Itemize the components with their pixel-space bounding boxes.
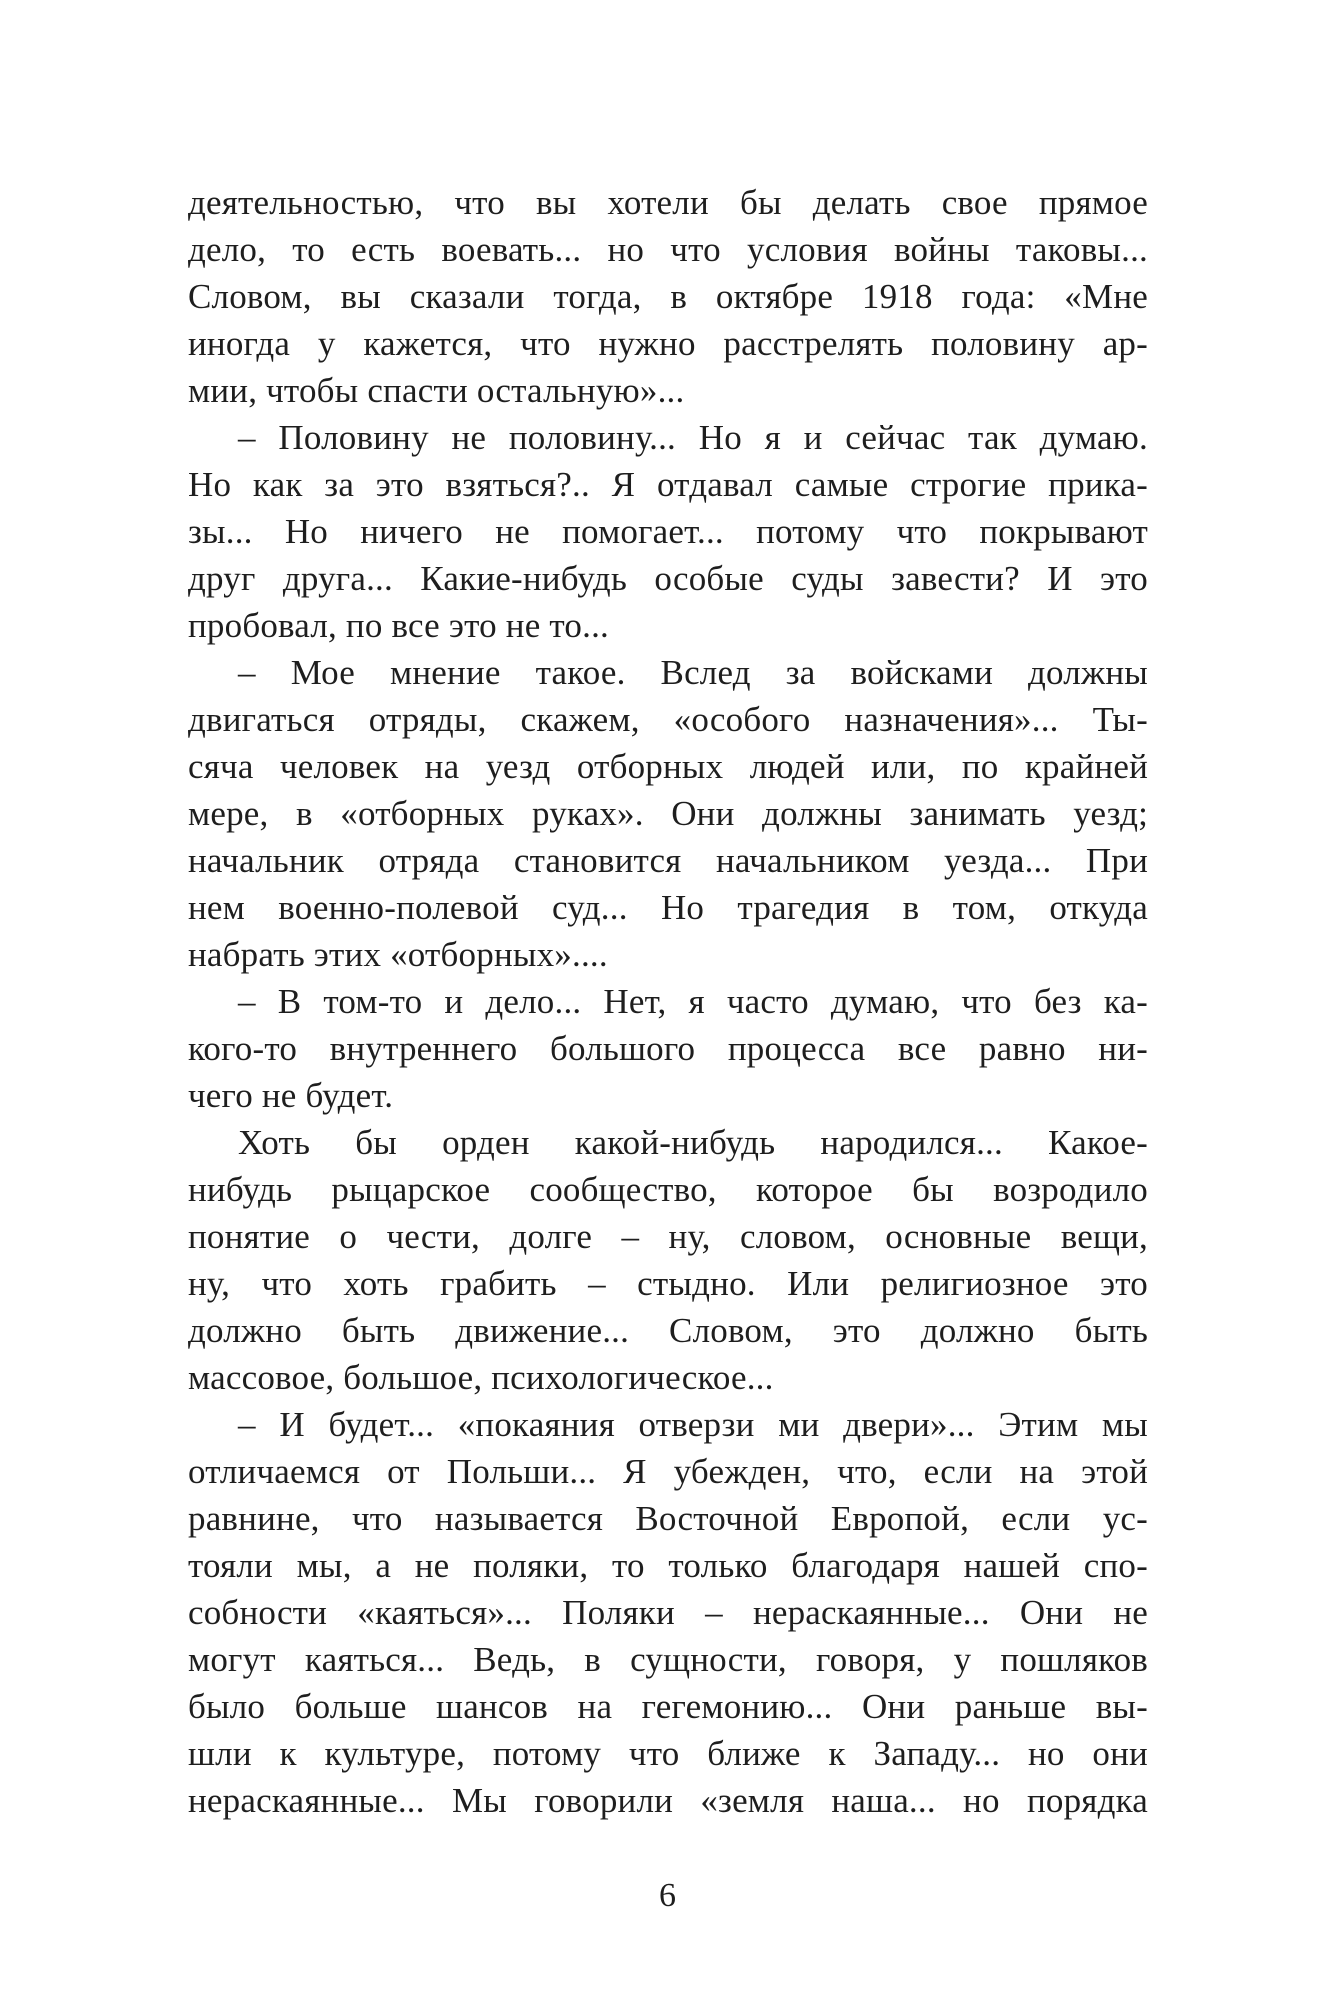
text-line: отличаемся от Польши... Я убежден, что, если на этой	[188, 1452, 1148, 1491]
text-line: нем военно-полевой суд... Но трагедия в том, откуда	[188, 888, 1148, 927]
page-number: 6	[659, 1877, 676, 1914]
text-line: чего не будет.	[188, 1076, 394, 1115]
text-line: набрать этих «отборных»....	[188, 935, 608, 974]
text-line: шли к культуре, потому что ближе к Западу... но они	[188, 1734, 1148, 1773]
text-line: – Половину не половину... Но я и сейчас так думаю.	[238, 418, 1148, 457]
text-line: могут каяться... Ведь, в сущности, говоря, у пошляков	[188, 1640, 1148, 1679]
text-line: Словом, вы сказали тогда, в октябре 1918 года: «Мне	[188, 277, 1148, 316]
paragraph	[188, 1401, 1148, 1824]
text-line: – Мое мнение такое. Вслед за войсками должны	[238, 653, 1148, 692]
text-line: деятельностью, что вы хотели бы делать свое прямое	[188, 183, 1148, 222]
body-text	[188, 179, 1148, 1824]
text-line: иногда у кажется, что нужно расстрелять половину ар-	[188, 324, 1148, 363]
text-line: зы... Но ничего не помогает... потому что покрывают	[188, 512, 1148, 551]
text-line: было больше шансов на гегемонию... Они раньше вы-	[188, 1687, 1148, 1726]
text-line: собности «каяться»... Поляки – нераскаянные... Они не	[188, 1593, 1148, 1632]
paragraph	[188, 179, 1148, 414]
text-line: сяча человек на уезд отборных людей или, по крайней	[188, 747, 1148, 786]
text-line: Хоть бы орден какой-нибудь народился... Какое-	[238, 1123, 1148, 1162]
text-line: ну, что хоть грабить – стыдно. Или религиозное это	[188, 1264, 1148, 1303]
text-line: пробовал, по все это не то...	[188, 606, 609, 645]
text-line: – В том-то и дело... Нет, я часто думаю, что без ка-	[238, 982, 1148, 1021]
text-line: дело, то есть воевать... но что условия войны таковы...	[188, 230, 1148, 269]
paragraph	[188, 978, 1148, 1119]
text-line: мере, в «отборных руках». Они должны занимать уезд;	[188, 794, 1148, 833]
text-line: тояли мы, а не поляки, то только благодаря нашей спо-	[188, 1546, 1148, 1585]
paragraph	[188, 1119, 1148, 1401]
text-line: Но как за это взяться?.. Я отдавал самые строгие прика-	[188, 465, 1148, 504]
text-line: равнине, что называется Восточной Европой, если ус-	[188, 1499, 1148, 1538]
text-line: начальник отряда становится начальником уезда... При	[188, 841, 1148, 880]
text-line: – И будет... «покаяния отверзи ми двери»... Этим мы	[238, 1405, 1148, 1444]
text-line: нераскаянные... Мы говорили «земля наша... но порядка	[188, 1781, 1148, 1820]
text-line: массовое, большое, психологическое...	[188, 1358, 774, 1397]
paragraph	[188, 414, 1148, 649]
text-line: мии, чтобы спасти остальную»...	[188, 371, 685, 410]
text-line: друг друга... Какие-нибудь особые суды завести? И это	[188, 559, 1148, 598]
text-line: нибудь рыцарское сообщество, которое бы возродило	[188, 1170, 1148, 1209]
text-line: понятие о чести, долге – ну, словом, основные вещи,	[188, 1217, 1148, 1256]
text-line: двигаться отряды, скажем, «особого назначения»... Ты-	[188, 700, 1148, 739]
text-line: кого-то внутреннего большого процесса все равно ни-	[188, 1029, 1148, 1068]
text-line: должно быть движение... Словом, это должно быть	[188, 1311, 1148, 1350]
paragraph	[188, 649, 1148, 978]
